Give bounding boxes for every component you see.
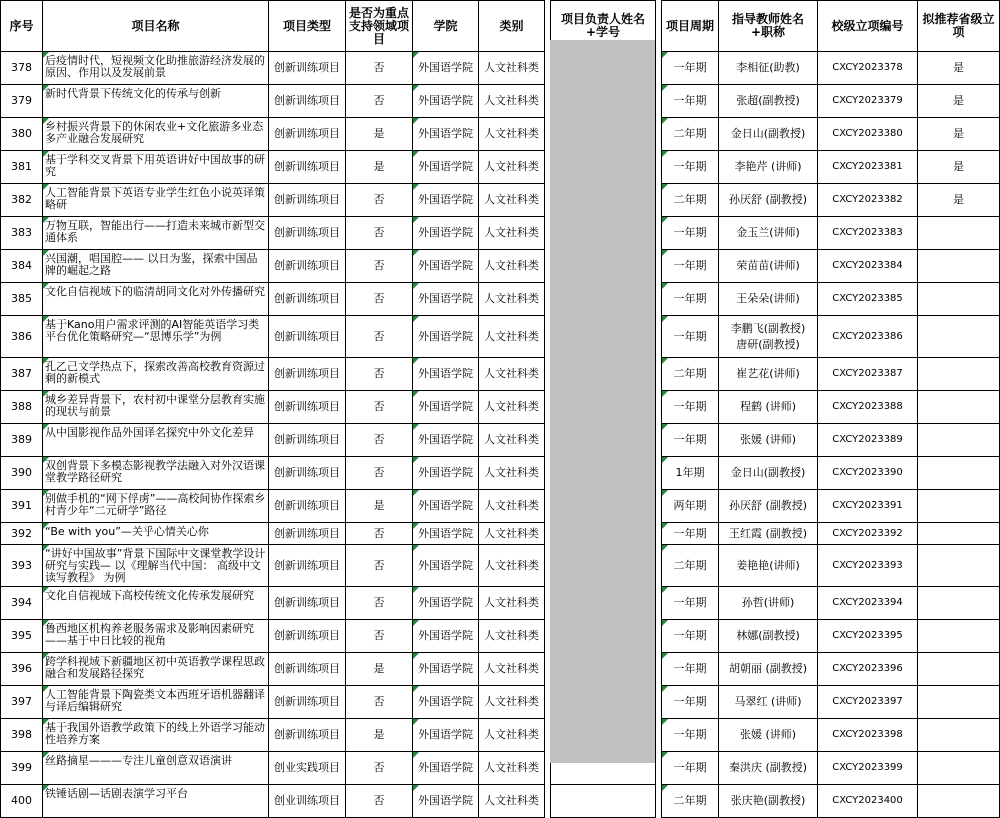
category-cell: 人文社科类 xyxy=(479,217,545,250)
college-cell: 外国语学院 xyxy=(413,184,479,217)
teacher-line: 李鹏飞(副教授) xyxy=(730,321,806,335)
type-cell: 创新训练项目 xyxy=(269,545,346,587)
seq-cell: 389 xyxy=(1,424,43,457)
code-cell: CXCY2023384 xyxy=(818,250,918,283)
recommend-cell: 是 xyxy=(918,118,1000,151)
code-cell: CXCY2023379 xyxy=(818,85,918,118)
key-cell: 否 xyxy=(346,785,413,818)
code-cell: CXCY2023390 xyxy=(818,457,918,490)
key-cell: 是 xyxy=(346,151,413,184)
period-cell: 一年期 xyxy=(662,283,719,316)
recommend-cell xyxy=(918,653,1000,686)
table-row xyxy=(1,457,1000,490)
period-cell: 一年期 xyxy=(662,523,719,545)
table-row xyxy=(1,587,1000,620)
college-cell: 外国语学院 xyxy=(413,752,479,785)
college-cell: 外国语学院 xyxy=(413,457,479,490)
seq-cell: 396 xyxy=(1,653,43,686)
period-cell: 二年期 xyxy=(662,358,719,391)
header-college: 学院 xyxy=(413,1,479,52)
key-cell: 否 xyxy=(346,523,413,545)
teacher-cell: 金玉兰(讲师) xyxy=(719,217,818,250)
period-cell: 一年期 xyxy=(662,653,719,686)
table-row xyxy=(1,217,1000,250)
recommend-cell xyxy=(918,719,1000,752)
category-cell: 人文社科类 xyxy=(479,118,545,151)
header-code: 校级立项编号 xyxy=(818,1,918,52)
key-cell: 是 xyxy=(346,490,413,523)
seq-cell: 384 xyxy=(1,250,43,283)
recommend-cell xyxy=(918,358,1000,391)
period-cell: 二年期 xyxy=(662,184,719,217)
period-cell: 1年期 xyxy=(662,457,719,490)
key-cell: 否 xyxy=(346,457,413,490)
type-cell: 创新训练项目 xyxy=(269,457,346,490)
key-cell: 否 xyxy=(346,391,413,424)
table-row xyxy=(1,184,1000,217)
name-cell: 万物互联，智能出行——打造未来城市新型交通体系 xyxy=(43,217,269,250)
code-cell: CXCY2023380 xyxy=(818,118,918,151)
table-row xyxy=(1,719,1000,752)
seq-cell: 388 xyxy=(1,391,43,424)
college-cell: 外国语学院 xyxy=(413,358,479,391)
recommend-cell: 是 xyxy=(918,85,1000,118)
table-row xyxy=(1,490,1000,523)
header-period: 项目周期 xyxy=(662,1,719,52)
header-seq: 序号 xyxy=(1,1,43,52)
period-cell: 一年期 xyxy=(662,587,719,620)
recommend-cell xyxy=(918,587,1000,620)
seq-cell: 386 xyxy=(1,316,43,358)
name-cell: 铁锤话剧—话剧表演学习平台 xyxy=(43,785,269,818)
recommend-cell xyxy=(918,752,1000,785)
code-cell: CXCY2023395 xyxy=(818,620,918,653)
key-cell: 否 xyxy=(346,620,413,653)
college-cell: 外国语学院 xyxy=(413,391,479,424)
college-cell: 外国语学院 xyxy=(413,283,479,316)
period-cell: 一年期 xyxy=(662,752,719,785)
college-cell: 外国语学院 xyxy=(413,52,479,85)
table-row xyxy=(1,752,1000,785)
college-cell: 外国语学院 xyxy=(413,316,479,358)
college-cell: 外国语学院 xyxy=(413,620,479,653)
type-cell: 创新训练项目 xyxy=(269,653,346,686)
college-cell: 外国语学院 xyxy=(413,490,479,523)
category-cell: 人文社科类 xyxy=(479,490,545,523)
table-row xyxy=(1,424,1000,457)
header-recommend: 拟推荐省级立项 xyxy=(918,1,1000,52)
table-row xyxy=(1,358,1000,391)
type-cell: 创业实践项目 xyxy=(269,752,346,785)
college-cell: 外国语学院 xyxy=(413,85,479,118)
name-cell: 别做手机的“网下俘虏”——高校间协作探索乡村青少年“二元研学”路径 xyxy=(43,490,269,523)
code-cell: CXCY2023400 xyxy=(818,785,918,818)
key-cell: 否 xyxy=(346,545,413,587)
table-row xyxy=(1,620,1000,653)
teacher-cell: 李艳芹 (讲师) xyxy=(719,151,818,184)
period-cell: 一年期 xyxy=(662,85,719,118)
teacher-cell: 金日山(副教授) xyxy=(719,118,818,151)
period-cell: 一年期 xyxy=(662,151,719,184)
seq-cell: 382 xyxy=(1,184,43,217)
category-cell: 人文社科类 xyxy=(479,587,545,620)
recommend-cell xyxy=(918,217,1000,250)
code-cell: CXCY2023386 xyxy=(818,316,918,358)
teacher-cell: 张超(副教授) xyxy=(719,85,818,118)
type-cell: 创新训练项目 xyxy=(269,391,346,424)
seq-cell: 397 xyxy=(1,686,43,719)
recommend-cell xyxy=(918,283,1000,316)
table-row xyxy=(1,283,1000,316)
key-cell: 否 xyxy=(346,587,413,620)
key-cell: 否 xyxy=(346,316,413,358)
type-cell: 创新训练项目 xyxy=(269,424,346,457)
name-cell: 后疫情时代，短视频文化助推旅游经济发展的原因、作用以及发展前景 xyxy=(43,52,269,85)
period-cell: 二年期 xyxy=(662,545,719,587)
name-cell: 兴国潮，唱国腔—— 以日为鉴，探索中国品牌的崛起之路 xyxy=(43,250,269,283)
seq-cell: 390 xyxy=(1,457,43,490)
college-cell: 外国语学院 xyxy=(413,587,479,620)
code-cell: CXCY2023388 xyxy=(818,391,918,424)
key-cell: 否 xyxy=(346,686,413,719)
category-cell: 人文社科类 xyxy=(479,250,545,283)
table-row xyxy=(1,85,1000,118)
college-cell: 外国语学院 xyxy=(413,250,479,283)
key-cell: 否 xyxy=(346,85,413,118)
recommend-cell xyxy=(918,785,1000,818)
seq-cell: 392 xyxy=(1,523,43,545)
category-cell: 人文社科类 xyxy=(479,283,545,316)
code-cell: CXCY2023381 xyxy=(818,151,918,184)
period-cell: 一年期 xyxy=(662,391,719,424)
seq-cell: 391 xyxy=(1,490,43,523)
college-cell: 外国语学院 xyxy=(413,424,479,457)
name-cell: 双创背景下多模态影视教学法融入对外汉语课堂教学路径研究 xyxy=(43,457,269,490)
seq-cell: 399 xyxy=(1,752,43,785)
type-cell: 创新训练项目 xyxy=(269,620,346,653)
college-cell: 外国语学院 xyxy=(413,523,479,545)
category-cell: 人文社科类 xyxy=(479,752,545,785)
teacher-cell: 张庆艳(副教授) xyxy=(719,785,818,818)
seq-cell: 400 xyxy=(1,785,43,818)
recommend-cell: 是 xyxy=(918,151,1000,184)
type-cell: 创新训练项目 xyxy=(269,719,346,752)
type-cell: 创新训练项目 xyxy=(269,523,346,545)
table-row xyxy=(1,316,1000,358)
teacher-cell: 崔艺花(讲师) xyxy=(719,358,818,391)
recommend-cell xyxy=(918,490,1000,523)
table-row xyxy=(1,523,1000,545)
type-cell: 创新训练项目 xyxy=(269,283,346,316)
key-cell: 否 xyxy=(346,752,413,785)
period-cell: 一年期 xyxy=(662,316,719,358)
recommend-cell xyxy=(918,457,1000,490)
recommend-cell xyxy=(918,686,1000,719)
type-cell: 创新训练项目 xyxy=(269,250,346,283)
recommend-cell xyxy=(918,250,1000,283)
category-cell: 人文社科类 xyxy=(479,545,545,587)
type-cell: 创新训练项目 xyxy=(269,52,346,85)
teacher-cell: 林娜(副教授) xyxy=(719,620,818,653)
teacher-cell: 张媛 (讲师) xyxy=(719,719,818,752)
key-cell: 否 xyxy=(346,424,413,457)
type-cell: 创新训练项目 xyxy=(269,85,346,118)
name-cell: 基于Kano用户需求评测的AI智能英语学习类平台优化策略研究—“思博乐学”为例 xyxy=(43,316,269,358)
period-cell: 一年期 xyxy=(662,686,719,719)
table-row xyxy=(1,686,1000,719)
name-cell: 从中国影视作品外国译名探究中外文化差异 xyxy=(43,424,269,457)
college-cell: 外国语学院 xyxy=(413,118,479,151)
code-cell: CXCY2023383 xyxy=(818,217,918,250)
category-cell: 人文社科类 xyxy=(479,653,545,686)
category-cell: 人文社科类 xyxy=(479,457,545,490)
teacher-cell: 程鹤 (讲师) xyxy=(719,391,818,424)
table-row xyxy=(1,52,1000,85)
table-row xyxy=(1,391,1000,424)
recommend-cell xyxy=(918,391,1000,424)
code-cell: CXCY2023393 xyxy=(818,545,918,587)
category-cell: 人文社科类 xyxy=(479,184,545,217)
category-cell: 人文社科类 xyxy=(479,391,545,424)
name-cell: 文化自信视域下高校传统文化传承发展研究 xyxy=(43,587,269,620)
code-cell: CXCY2023385 xyxy=(818,283,918,316)
key-cell: 是 xyxy=(346,719,413,752)
name-cell: 人工智能背景下英语专业学生红色小说英译策略研 xyxy=(43,184,269,217)
category-cell: 人文社科类 xyxy=(479,620,545,653)
code-cell: CXCY2023396 xyxy=(818,653,918,686)
key-cell: 否 xyxy=(346,358,413,391)
code-cell: CXCY2023397 xyxy=(818,686,918,719)
teacher-cell: 张媛 (讲师) xyxy=(719,424,818,457)
category-cell: 人文社科类 xyxy=(479,85,545,118)
name-cell: 人工智能背景下陶瓷类文本西班牙语机器翻译与译后编辑研究 xyxy=(43,686,269,719)
recommend-cell xyxy=(918,424,1000,457)
recommend-cell: 是 xyxy=(918,52,1000,85)
type-cell: 创新训练项目 xyxy=(269,490,346,523)
category-cell: 人文社科类 xyxy=(479,686,545,719)
code-cell: CXCY2023382 xyxy=(818,184,918,217)
type-cell: 创新训练项目 xyxy=(269,587,346,620)
college-cell: 外国语学院 xyxy=(413,545,479,587)
name-cell: 基于我国外语教学政策下的线上外语学习能动性培养方案 xyxy=(43,719,269,752)
table-row xyxy=(1,653,1000,686)
name-cell: 乡村振兴背景下的休闲农业+文化旅游多业态多产业融合发展研究 xyxy=(43,118,269,151)
leader-cell xyxy=(551,785,656,818)
teacher-cell: 李相征(助教) xyxy=(719,52,818,85)
code-cell: CXCY2023391 xyxy=(818,490,918,523)
seq-cell: 378 xyxy=(1,52,43,85)
key-cell: 否 xyxy=(346,283,413,316)
header-type: 项目类型 xyxy=(269,1,346,52)
type-cell: 创新训练项目 xyxy=(269,184,346,217)
category-cell: 人文社科类 xyxy=(479,424,545,457)
teacher-cell: 姜艳艳(讲师) xyxy=(719,545,818,587)
type-cell: 创新训练项目 xyxy=(269,151,346,184)
recommend-cell xyxy=(918,523,1000,545)
code-cell: CXCY2023398 xyxy=(818,719,918,752)
teacher-cell: 荣苗苗(讲师) xyxy=(719,250,818,283)
table-row xyxy=(1,545,1000,587)
name-cell: 鲁西地区机构养老服务需求及影响因素研究——基于中日比较的视角 xyxy=(43,620,269,653)
name-cell: 孔乙己文学热点下，探索改善高校教育资源过剩的新模式 xyxy=(43,358,269,391)
period-cell: 两年期 xyxy=(662,490,719,523)
key-cell: 是 xyxy=(346,118,413,151)
redacted-leader-column xyxy=(550,40,655,763)
category-cell: 人文社科类 xyxy=(479,719,545,752)
teacher-cell: 胡朝丽 (副教授) xyxy=(719,653,818,686)
name-cell: 文化自信视域下的临清胡同文化对外传播研究 xyxy=(43,283,269,316)
key-cell: 是 xyxy=(346,653,413,686)
seq-cell: 393 xyxy=(1,545,43,587)
code-cell: CXCY2023392 xyxy=(818,523,918,545)
seq-cell: 387 xyxy=(1,358,43,391)
header-leader: 项目负责人姓名+学号 xyxy=(551,1,656,52)
category-cell: 人文社科类 xyxy=(479,523,545,545)
table-row xyxy=(1,118,1000,151)
seq-cell: 380 xyxy=(1,118,43,151)
code-cell: CXCY2023399 xyxy=(818,752,918,785)
type-cell: 创新训练项目 xyxy=(269,686,346,719)
period-cell: 二年期 xyxy=(662,785,719,818)
recommend-cell: 是 xyxy=(918,184,1000,217)
seq-cell: 395 xyxy=(1,620,43,653)
table-row xyxy=(1,151,1000,184)
type-cell: 创业训练项目 xyxy=(269,785,346,818)
type-cell: 创新训练项目 xyxy=(269,358,346,391)
name-cell: 跨学科视域下新疆地区初中英语教学课程思政融合和发展路径探究 xyxy=(43,653,269,686)
table-row xyxy=(1,250,1000,283)
code-cell: CXCY2023387 xyxy=(818,358,918,391)
period-cell: 一年期 xyxy=(662,250,719,283)
seq-cell: 398 xyxy=(1,719,43,752)
period-cell: 一年期 xyxy=(662,217,719,250)
teacher-cell: 王红霞 (副教授) xyxy=(719,523,818,545)
header-name: 项目名称 xyxy=(43,1,269,52)
period-cell: 一年期 xyxy=(662,719,719,752)
teacher-cell: 秦洪庆 (副教授) xyxy=(719,752,818,785)
key-cell: 否 xyxy=(346,217,413,250)
college-cell: 外国语学院 xyxy=(413,686,479,719)
teacher-cell xyxy=(719,316,818,358)
header-category: 类别 xyxy=(479,1,545,52)
seq-cell: 383 xyxy=(1,217,43,250)
college-cell: 外国语学院 xyxy=(413,653,479,686)
key-cell: 否 xyxy=(346,52,413,85)
college-cell: 外国语学院 xyxy=(413,151,479,184)
category-cell: 人文社科类 xyxy=(479,52,545,85)
recommend-cell xyxy=(918,316,1000,358)
category-cell: 人文社科类 xyxy=(479,785,545,818)
period-cell: 一年期 xyxy=(662,620,719,653)
code-cell: CXCY2023378 xyxy=(818,52,918,85)
seq-cell: 394 xyxy=(1,587,43,620)
seq-cell: 385 xyxy=(1,283,43,316)
type-cell: 创新训练项目 xyxy=(269,118,346,151)
period-cell: 一年期 xyxy=(662,424,719,457)
teacher-cell: 孙厌舒 (副教授) xyxy=(719,490,818,523)
seq-cell: 381 xyxy=(1,151,43,184)
header-row xyxy=(1,1,1000,52)
college-cell: 外国语学院 xyxy=(413,217,479,250)
college-cell: 外国语学院 xyxy=(413,785,479,818)
code-cell: CXCY2023389 xyxy=(818,424,918,457)
header-teacher: 指导教师姓名+职称 xyxy=(719,1,818,52)
seq-cell: 379 xyxy=(1,85,43,118)
teacher-line: 唐研(副教授) xyxy=(736,337,800,351)
name-cell: 新时代背景下传统文化的传承与创新 xyxy=(43,85,269,118)
name-cell: “讲好中国故事”背景下国际中文课堂教学设计研究与实践— 以《理解当代中国： 高级中文读写教程》 为例 xyxy=(43,545,269,587)
header-key: 是否为重点支持领域项目 xyxy=(346,1,413,52)
name-cell: 丝路摘星———专注儿童创意双语演讲 xyxy=(43,752,269,785)
key-cell: 否 xyxy=(346,184,413,217)
teacher-cell: 王朵朵(讲师) xyxy=(719,283,818,316)
type-cell: 创新训练项目 xyxy=(269,316,346,358)
college-cell: 外国语学院 xyxy=(413,719,479,752)
name-cell: 城乡差异背景下，农村初中课堂分层教育实施的现状与前景 xyxy=(43,391,269,424)
category-cell: 人文社科类 xyxy=(479,358,545,391)
teacher-cell: 马翠红 (讲师) xyxy=(719,686,818,719)
code-cell: CXCY2023394 xyxy=(818,587,918,620)
teacher-cell: 金日山(副教授) xyxy=(719,457,818,490)
teacher-cell: 孙哲(讲师) xyxy=(719,587,818,620)
recommend-cell xyxy=(918,620,1000,653)
name-cell: “Be with you”—关乎心情关心你 xyxy=(43,523,269,545)
name-cell: 基于学科交叉背景下用英语讲好中国故事的研究 xyxy=(43,151,269,184)
period-cell: 二年期 xyxy=(662,118,719,151)
type-cell: 创新训练项目 xyxy=(269,217,346,250)
category-cell: 人文社科类 xyxy=(479,316,545,358)
category-cell: 人文社科类 xyxy=(479,151,545,184)
key-cell: 否 xyxy=(346,250,413,283)
teacher-cell: 孙厌舒 (副教授) xyxy=(719,184,818,217)
table-row xyxy=(1,785,1000,818)
recommend-cell xyxy=(918,545,1000,587)
period-cell: 一年期 xyxy=(662,52,719,85)
